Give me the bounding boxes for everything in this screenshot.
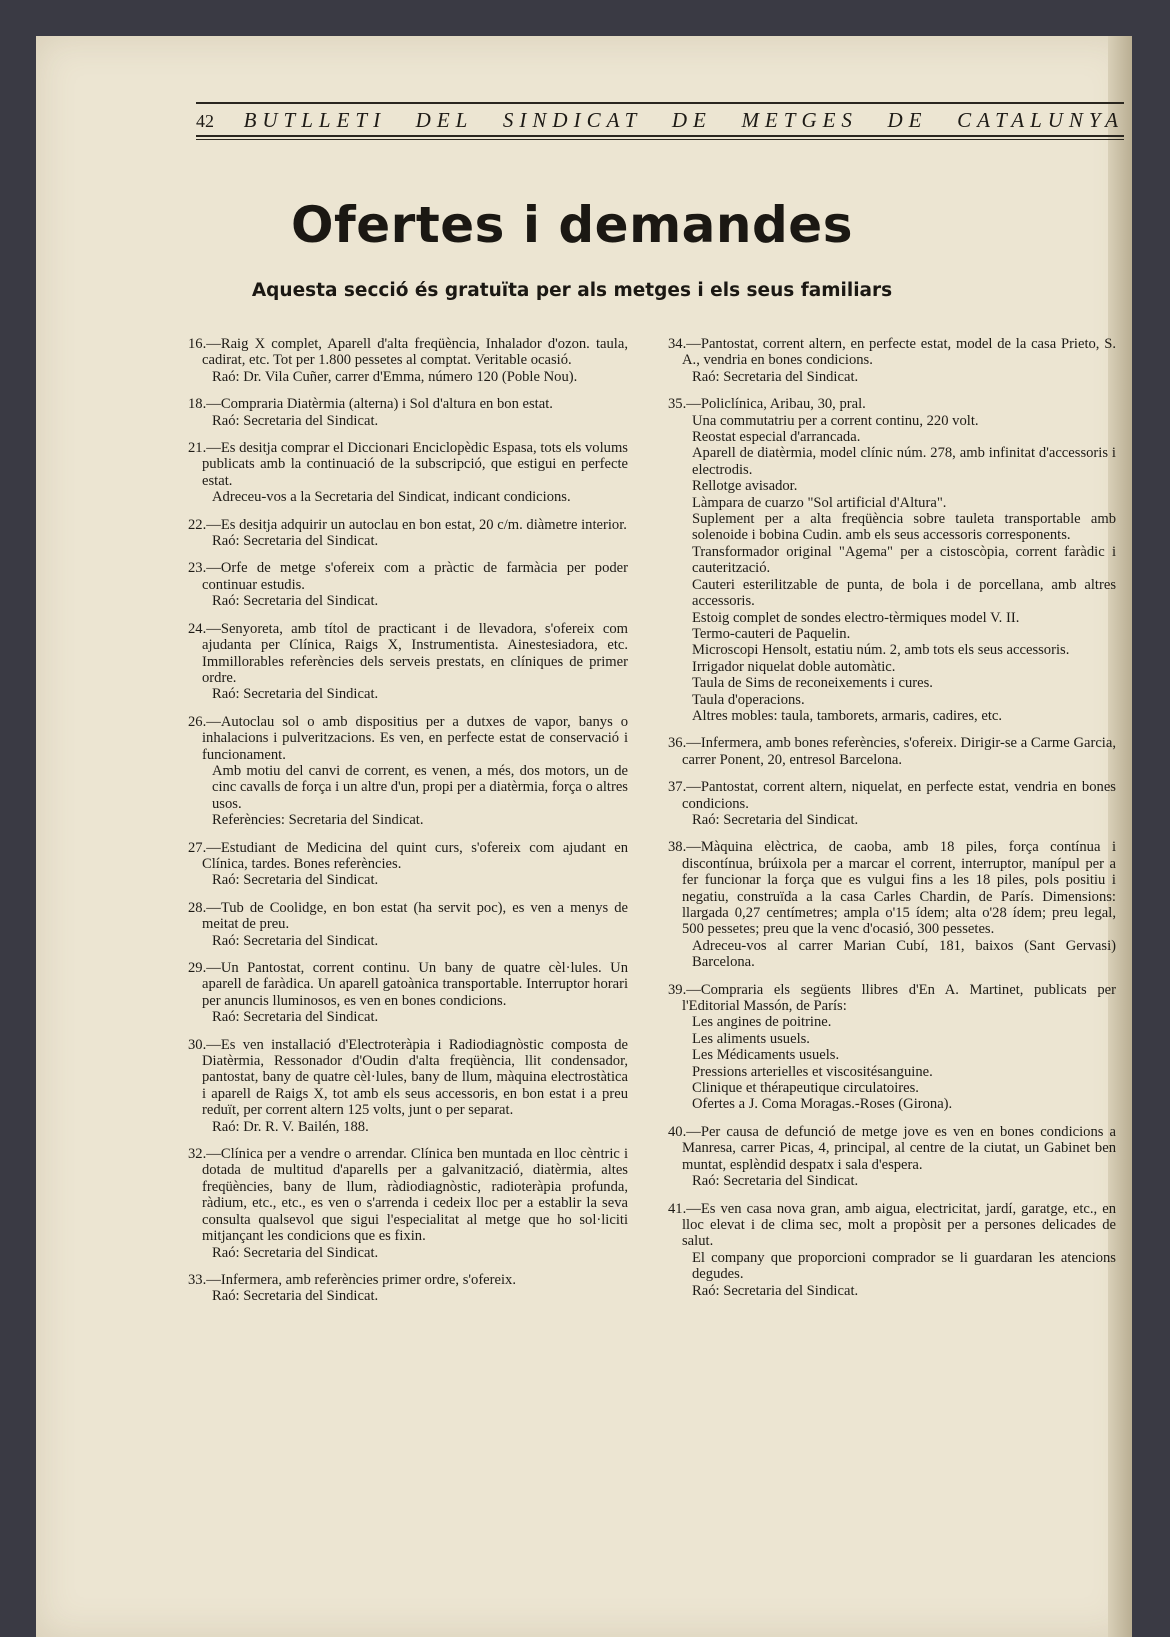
running-title-word: BUTLLETI — [243, 108, 387, 132]
classified-ad — [668, 1201, 1116, 1299]
classified-ad — [668, 1124, 1116, 1190]
ad-text: 34.—Pantostat, corrent altern, en perfecte estat, model de la casa Prieto, S. A., vendria en bones condicions. — [668, 336, 1116, 369]
running-head — [196, 102, 1124, 140]
ad-text: 21.—Es desitja comprar el Diccionari Enciclopèdic Espasa, tots els volums publicats amb la continuació de la subscripció, que estigui en perfecte estat. — [188, 440, 628, 489]
running-title-word: CATALUNYA — [957, 108, 1124, 132]
ad-detail: Làmpara de cuarzo "Sol artificial d'Altura". — [692, 494, 947, 511]
ad-text: 26.—Autoclau sol o amb dispositius per a dutxes de vapor, banys o inhalacions i pulveritzacions. Es ven, en perfecte estat de conservació i funcionament. — [188, 713, 628, 763]
ad-text: 24.—Senyoreta, amb títol de practicant i de llevadora, s'ofereix com ajudanta per Clínica, Raigs X, Instrumentista. Ainestesiadora, etc. Immillorables referències dels serveis prestats, en clíniques de primer ordre. — [188, 620, 628, 686]
ad-text: 33.—Infermera, amb referències primer ordre, s'ofereix. — [188, 1271, 516, 1288]
ad-detail: Rellotge avisador. — [692, 478, 798, 495]
ad-detail: Raó: Secretaria del Sindicat. — [212, 1009, 379, 1026]
classified-ad — [668, 396, 1116, 724]
ad-text: 16.—Raig X complet, Aparell d'alta freqüència, Inhalador d'ozon. taula, cadirat, etc. Tot per 1.800 pessetes al comptat. Veritable ocasió. — [188, 336, 628, 369]
ad-detail: Pressions arterielles et viscositésanguine. — [692, 1063, 933, 1080]
ad-detail: Les aliments usuels. — [692, 1030, 810, 1047]
ad-detail: Transformador original "Agema" per a cistoscòpia, corrent faràdic i cauterització. — [692, 543, 1116, 577]
classified-ad — [188, 336, 628, 385]
ad-text: 22.—Es desitja adquirir un autoclau en bon estat, 20 c/m. diàmetre interior. — [188, 516, 627, 533]
classified-ad — [188, 714, 628, 829]
ad-detail: Suplement per a alta freqüència sobre tauleta transportable amb solenoide i bobina Cudin. amb els seus accessoris corresponents. — [692, 511, 1116, 544]
page-number: 42 — [196, 111, 214, 131]
ad-detail: Raó: Secretaria del Sindicat. — [212, 872, 379, 889]
ad-detail: Adreceu-vos al carrer Marian Cubí, 181, baixos (Sant Gervasi) Barcelona. — [692, 937, 1116, 971]
page-subtitle: Aquesta secció és gratuïta per als metges i els seus familiars — [251, 280, 893, 301]
classified-ad — [188, 396, 628, 429]
ad-detail: Raó: Dr. Vila Cuñer, carrer d'Emma, número 120 (Poble Nou). — [212, 368, 578, 385]
running-title-word: SINDICAT — [502, 108, 643, 132]
ad-detail: Raó: Secretaria del Sindicat. — [212, 412, 379, 429]
ad-detail: Raó: Secretaria del Sindicat. — [212, 932, 379, 949]
classified-ad — [188, 560, 628, 609]
ad-detail: Raó: Secretaria del Sindicat. — [212, 593, 379, 610]
ad-text: 37.—Pantostat, corrent altern, niquelat, en perfecte estat, vendria en bones condicions. — [668, 779, 1116, 812]
ad-detail: Clinique et thérapeutique circulatoires. — [692, 1080, 919, 1097]
ad-detail: Referències: Secretaria del Sindicat. — [212, 812, 424, 829]
header-rule-double — [196, 139, 1124, 140]
running-title-word: DE — [887, 108, 928, 132]
classified-ad — [188, 840, 628, 889]
ad-detail: Una commutatriu per a corrent continu, 220 volt. — [692, 412, 979, 429]
ad-text: 28.—Tub de Coolidge, en bon estat (ha servit poc), es ven a menys de meitat de preu. — [188, 899, 628, 933]
ad-detail: El company que proporcioni comprador se li guardaran les atencions degudes. — [692, 1249, 1116, 1283]
classified-ad — [188, 1146, 628, 1261]
ad-detail: Termo-cauteri de Paquelin. — [692, 625, 851, 642]
ad-detail: Raó: Secretaria del Sindicat. — [692, 811, 859, 828]
classified-ad — [188, 1272, 628, 1305]
ad-text: 41.—Es ven casa nova gran, amb aigua, electricitat, jardí, garatge, etc., en lloc elevat i de clima sec, molt a propòsit per a persones delicades de salut. — [668, 1200, 1116, 1250]
ad-detail: Reostat especial d'arrancada. — [692, 429, 861, 446]
ad-detail: Raó: Secretaria del Sindicat. — [212, 686, 379, 703]
running-title-word: DE — [671, 108, 712, 132]
ad-detail: Les angines de poitrine. — [692, 1014, 832, 1031]
ad-text: 27.—Estudiant de Medicina del quint curs, s'ofereix com ajudant en Clínica, tardes. Bones referències. — [188, 839, 628, 872]
ad-text: 18.—Compraria Diatèrmia (alterna) i Sol d'altura en bon estat. — [188, 396, 553, 413]
ad-detail: Estoig complet de sondes electro-tèrmiques model V. II. — [692, 609, 1020, 626]
ad-text: 29.—Un Pantostat, corrent continu. Un bany de quatre cèl·lules. Un aparell de faràdica. Un aparell gatoànica transportable. Interruptor horari per anuncis lluminosos, es ven en bones condicions. — [188, 960, 628, 1009]
ad-detail: Amb motiu del canvi de corrent, es venen, a més, dos motors, un de cinc cavalls de força i un altre d'un, propi per a diatèrmia, força o altres usos. — [212, 762, 628, 812]
ad-detail: Raó: Secretaria del Sindicat. — [692, 1173, 859, 1190]
ad-detail: Aparell de diatèrmia, model clínic núm. 278, amb infinitat d'accessoris i electrodis. — [692, 445, 1116, 478]
ad-text: 38.—Màquina elèctrica, de caoba, amb 18 piles, força contínua i discontínua, brúixola per a marcar el corrent, interruptor, manípul per a fer funcionar la força que es vulgui fins a les 18 piles, pols positiu i negatiu, construïda a la casa Carles Chardin, de París. Dimensions: llargada 0,27 centímetres; ampla o'15 ídem; alta o'28 ídem; preu legal, 500 pessetes; preu que la venc d'ocasió, 300 pessetes. — [668, 839, 1116, 938]
ad-text: 40.—Per causa de defunció de metge jove es ven en bones condicions a Manresa, carrer Picas, 4, principal, al centre de la ciutat, un Gabinet ben muntat, esplèndid despatx i sala d'espera. — [668, 1123, 1116, 1173]
running-title — [196, 104, 1124, 135]
classified-ad — [188, 900, 628, 949]
ad-detail: Microscopi Hensolt, estatiu núm. 2, amb tots els seus accessoris. — [692, 642, 1070, 659]
ad-detail: Raó: Secretaria del Sindicat. — [212, 1288, 379, 1305]
running-title-word: DEL — [415, 108, 474, 132]
journal-page — [36, 36, 1132, 1637]
classified-ad — [668, 336, 1116, 385]
ad-text: 30.—Es ven installació d'Electroteràpia i Radiodiagnòstic composta de Diatèrmia, Ressonador d'Oudin d'alta freqüència, llit condensador, pantostat, bany de quatre cèl·lules, bany de llum, màquina electrostàtica i aparell de Raigs X, tot amb els seus accessoris, en bon estat i a preu reduït, per corrent altern 125 volts, junt o per separat. — [188, 1036, 628, 1119]
classified-ad — [668, 839, 1116, 970]
right-column — [668, 336, 1116, 1310]
classified-ad — [188, 440, 628, 506]
classified-ad — [668, 982, 1116, 1113]
ad-detail: Taula de Sims de reconeixements i cures. — [692, 675, 933, 692]
ad-text: 23.—Orfe de metge s'ofereix com a pràctic de farmàcia per poder continuar estudis. — [188, 560, 628, 593]
running-title-word: METGES — [741, 108, 858, 132]
ad-detail: Taula d'operacions. — [692, 691, 805, 708]
ad-detail: Ofertes a J. Coma Moragas.-Roses (Girona). — [692, 1096, 953, 1113]
ad-detail: Altres mobles: taula, tamborets, armaris, cadires, etc. — [692, 707, 1003, 724]
classified-ad — [668, 735, 1116, 768]
classified-ad — [188, 960, 628, 1026]
ad-detail: Raó: Dr. R. V. Bailén, 188. — [212, 1118, 369, 1135]
ad-detail: Les Médicaments usuels. — [692, 1047, 840, 1064]
ad-detail: Raó: Secretaria del Sindicat. — [692, 368, 859, 385]
ad-text: 36.—Infermera, amb bones referències, s'ofereix. Dirigir-se a Carme Garcia, carrer Ponent, 20, entresol Barcelona. — [668, 735, 1116, 768]
ad-detail: Cauteri esterilitzable de punta, de bola i de porcellana, amb altres accessoris. — [692, 576, 1116, 610]
ad-text: 35.—Policlínica, Aribau, 30, pral. — [668, 396, 866, 413]
ad-detail: Raó: Secretaria del Sindicat. — [212, 1244, 379, 1261]
ad-detail: Adreceu-vos a la Secretaria del Sindicat, indicant condicions. — [212, 489, 571, 506]
classified-ad — [668, 779, 1116, 828]
ad-detail: Raó: Secretaria del Sindicat. — [212, 533, 379, 550]
left-column — [188, 336, 628, 1316]
ad-text: 32.—Clínica per a vendre o arrendar. Clínica ben muntada en lloc cèntric i dotada de multitud d'aparells per a galvanització, diatèrmia, altes freqüències, bany de llum, ràdiodiagnòstic, radioteràpia profunda, ràdium, etc., etc., es ven o s'arrenda i cedeix lloc per a establir la seva consulta qualsevol que sigui l'especialitat al metge que ho sol·liciti mitjançant les condicions que es fixin. — [188, 1146, 628, 1245]
classified-ad — [188, 621, 628, 703]
page-title: Ofertes i demandes — [291, 196, 853, 254]
classified-ad — [188, 517, 628, 550]
classified-ad — [188, 1037, 628, 1135]
ad-text: 39.—Compraria els següents llibres d'En A. Martinet, publicats per l'Editorial Massón, de París: — [668, 981, 1116, 1015]
ad-detail: Irrigador niquelat doble automàtic. — [692, 658, 896, 675]
header-rule-bottom — [196, 135, 1124, 137]
ad-detail: Raó: Secretaria del Sindicat. — [692, 1282, 859, 1299]
